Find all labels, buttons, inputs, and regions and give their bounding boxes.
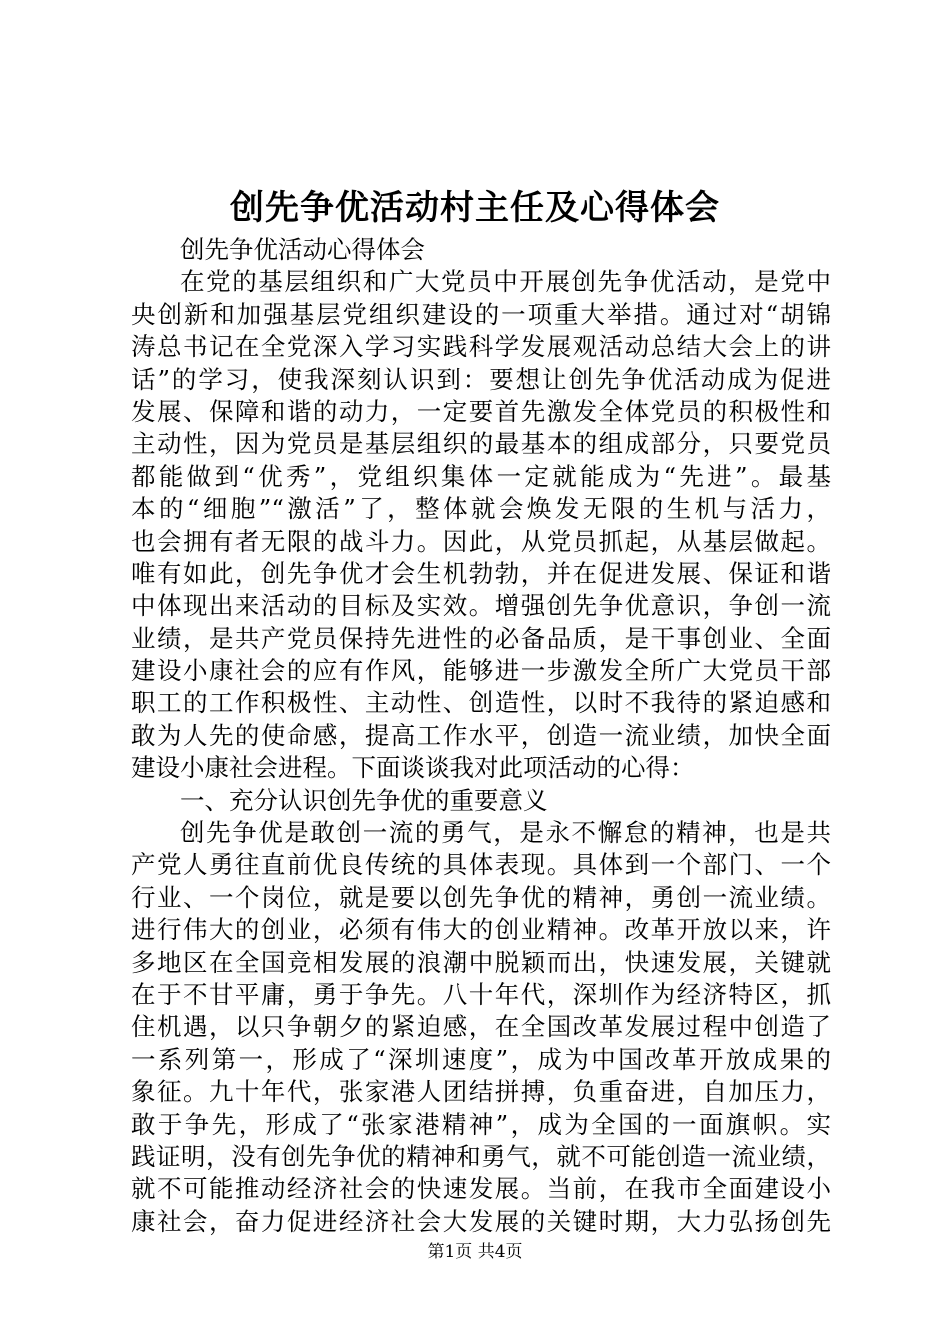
paragraph-line: 在于不甘平庸，勇于争先。八十年代，深圳作为经济特区，抓: [131, 979, 831, 1009]
paragraph-line: 职工的工作积极性、主动性、创造性，以时不我待的紧迫感和: [131, 688, 831, 718]
paragraph-line: 涛总书记在全党深入学习实践科学发展观活动总结大会上的讲: [131, 332, 831, 362]
paragraph-line: 建设小康社会的应有作风，能够进一步激发全所广大党员干部: [131, 656, 831, 686]
paragraph-line: 唯有如此，创先争优才会生机勃勃，并在促进发展、保证和谐: [131, 558, 831, 588]
paragraph-line: 话”的学习，使我深刻认识到：要想让创先争优活动成为促进: [131, 364, 831, 394]
page-number-footer: 第1页 共4页: [427, 1242, 523, 1262]
paragraph-line: 行业、一个岗位，就是要以创先争优的精神，勇创一流业绩。: [131, 882, 831, 912]
paragraph-line: 主动性，因为党员是基层组织的最基本的组成部分，只要党员: [131, 429, 831, 459]
paragraph-line: 业绩，是共产党员保持先进性的必备品质，是干事创业、全面: [131, 623, 831, 653]
subtitle-line: 创先争优活动心得体会: [180, 235, 425, 264]
paragraph-line: 住机遇，以只争朝夕的紧迫感，在全国改革发展过程中创造了: [131, 1012, 831, 1042]
section-heading: 一、充分认识创先争优的重要意义: [180, 785, 548, 815]
paragraph-line: 也会拥有者无限的战斗力。因此，从党员抓起，从基层做起。: [131, 526, 831, 556]
paragraph-line: 本的“细胞”“激活”了，整体就会焕发无限的生机与活力，: [131, 494, 831, 524]
paragraph-line: 发展、保障和谐的动力，一定要首先激发全体党员的积极性和: [131, 396, 831, 426]
paragraph-line: 进行伟大的创业，必须有伟大的创业精神。改革开放以来，许: [131, 915, 831, 945]
document-title: 创先争优活动村主任及心得体会: [230, 188, 720, 228]
paragraph-line: 象征。九十年代，张家港人团结拼搏，负重奋进，自加压力，: [131, 1077, 831, 1107]
paragraph-line: 一系列第一，形成了“深圳速度”，成为中国改革开放成果的: [131, 1044, 831, 1074]
paragraph-line: 央创新和加强基层党组织建设的一项重大举措。通过对“胡锦: [131, 299, 831, 329]
paragraph-line: 在党的基层组织和广大党员中开展创先争优活动，是党中: [180, 267, 831, 297]
paragraph-line: 敢为人先的使命感，提高工作水平，创造一流业绩，加快全面: [131, 720, 831, 750]
paragraph-line: 产党人勇往直前优良传统的具体表现。具体到一个部门、一个: [131, 850, 831, 880]
paragraph-line: 践证明，没有创先争优的精神和勇气，就不可能创造一流业绩，: [131, 1141, 831, 1171]
paragraph-line: 多地区在全国竞相发展的浪潮中脱颖而出，快速发展，关键就: [131, 947, 831, 977]
paragraph-line: 建设小康社会进程。下面谈谈我对此项活动的心得：: [131, 753, 695, 783]
paragraph-line: 创先争优是敢创一流的勇气，是永不懈怠的精神，也是共: [180, 818, 831, 848]
paragraph-line: 都能做到“优秀”，党组织集体一定就能成为“先进”。最基: [131, 461, 831, 491]
paragraph-line: 就不可能推动经济社会的快速发展。当前，在我市全面建设小: [131, 1174, 831, 1204]
document-body: [131, 234, 831, 1238]
paragraph-line: 康社会，奋力促进经济社会大发展的关键时期，大力弘扬创先: [131, 1206, 831, 1236]
paragraph-line: 敢于争先，形成了“张家港精神”，成为全国的一面旗帜。实: [131, 1109, 831, 1139]
paragraph-line: 中体现出来活动的目标及实效。增强创先争优意识，争创一流: [131, 591, 831, 621]
